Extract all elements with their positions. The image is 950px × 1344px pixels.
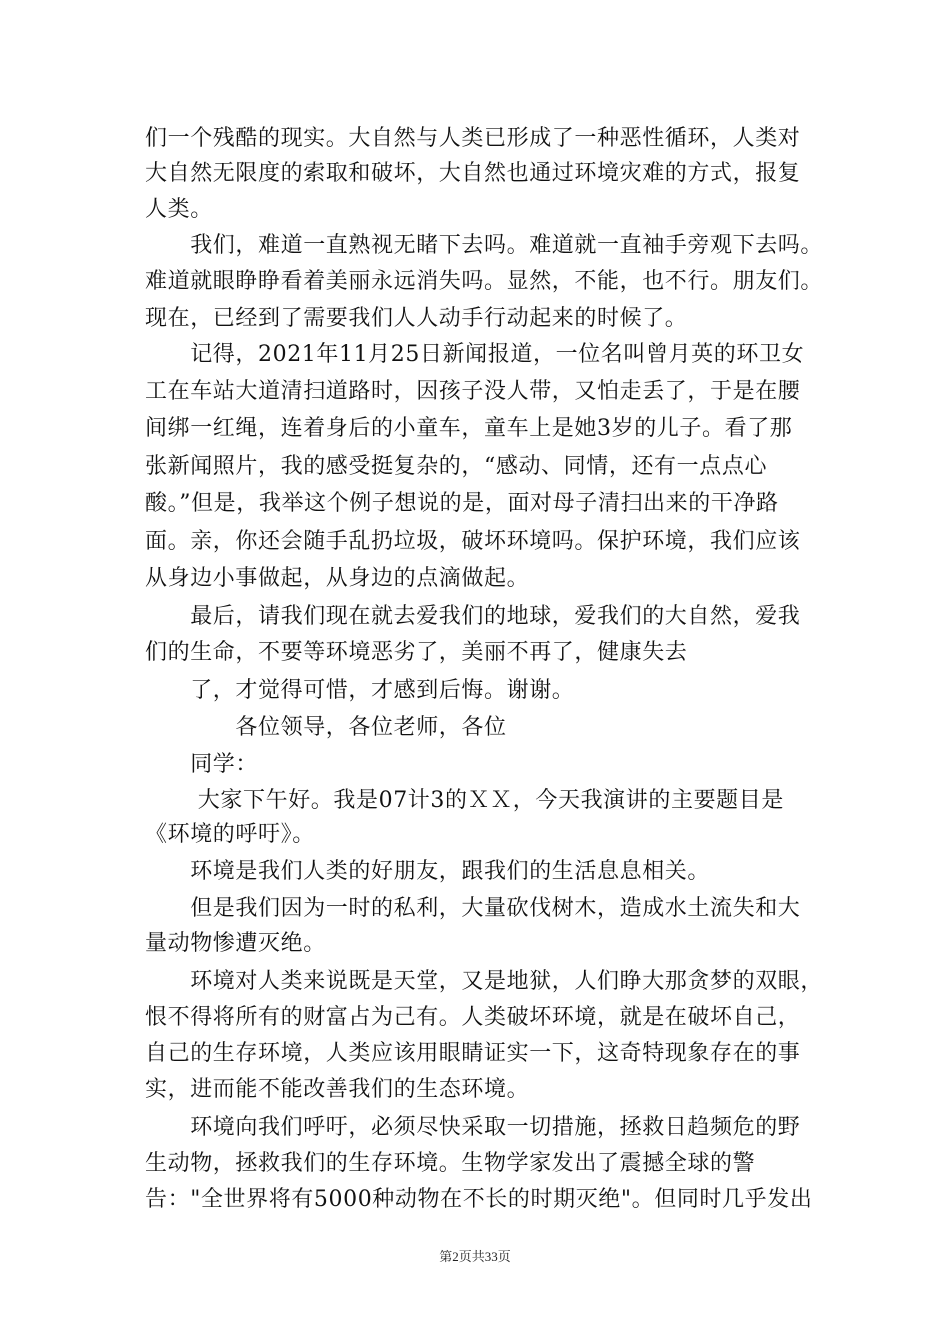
body-line: 面。亲，你还会随手乱扔垃圾，破坏环境吗。保护环境，我们应该 bbox=[145, 529, 801, 554]
footer-prefix: 第 bbox=[439, 1249, 453, 1264]
body-line: 大家下午好。我是07计3的ＸＸ，今天我演讲的主要题目是 bbox=[145, 788, 784, 813]
body-line: 记得，2021年11月25日新闻报道，一位名叫曾月英的环卫女 bbox=[145, 342, 805, 367]
body-line: 酸。”但是，我举这个例子想说的是，面对母子清扫出来的干净路 bbox=[145, 491, 779, 516]
body-line: 量动物惨遭灭绝。 bbox=[145, 931, 326, 956]
body-line: 环境向我们呼吁，必须尽快采取一切措施，拯救日趋频危的野 bbox=[145, 1115, 801, 1140]
body-line: 生动物，拯救我们的生存环境。生物学家发出了震撼全球的警 bbox=[145, 1151, 756, 1176]
body-line: 环境是我们人类的好朋友，跟我们的生活息息相关。 bbox=[145, 859, 711, 884]
body-line: 自己的生存环境，人类应该用眼睛证实一下，这奇特现象存在的事 bbox=[145, 1041, 801, 1066]
body-line: 人类。 bbox=[145, 197, 213, 222]
body-line: 难道就眼睁睁看着美丽永远消失吗。显然，不能，也不行。朋友们。 bbox=[145, 269, 824, 294]
body-line: 同学： bbox=[145, 752, 259, 777]
body-line: 我们，难道一直熟视无睹下去吗。难道就一直袖手旁观下去吗。 bbox=[145, 233, 824, 258]
body-line: 间绑一红绳，连着身后的小童车，童车上是她3岁的儿子。看了那 bbox=[145, 416, 793, 441]
body-line: 恨不得将所有的财富占为己有。人类破坏环境，就是在破坏自己， bbox=[145, 1005, 801, 1030]
total-pages: 33 bbox=[484, 1249, 498, 1264]
body-line: 实，进而能不能改善我们的生态环境。 bbox=[145, 1077, 530, 1102]
body-line: 环境对人类来说既是天堂，又是地狱，人们睁大那贪梦的双眼， bbox=[145, 969, 824, 994]
body-line: 了，才觉得可惜，才感到后悔。谢谢。 bbox=[145, 678, 575, 703]
body-line: 从身边小事做起，从身边的点滴做起。 bbox=[145, 566, 530, 591]
body-line: 各位领导，各位老师，各位 bbox=[145, 715, 507, 740]
body-line: 大自然无限度的索取和破坏，大自然也通过环境灾难的方式，报复 bbox=[145, 161, 801, 186]
footer-middle: 页共 bbox=[458, 1249, 485, 1264]
current-page-number: 2 bbox=[452, 1249, 459, 1264]
body-line: 们一个残酷的现实。大自然与人类已形成了一种恶性循环，人类对 bbox=[145, 126, 801, 151]
body-line: 现在，已经到了需要我们人人动手行动起来的时候了。 bbox=[145, 306, 688, 331]
body-line: 们的生命，不要等环境恶劣了，美丽不再了，健康失去 bbox=[145, 640, 688, 665]
page-footer bbox=[0, 1246, 950, 1265]
footer-suffix: 页 bbox=[497, 1249, 511, 1264]
body-line: 工在车站大道清扫道路时，因孩子没人带，又怕走丢了，于是在腰 bbox=[145, 379, 801, 404]
body-line: 最后，请我们现在就去爱我们的地球，爱我们的大自然，爱我 bbox=[145, 604, 801, 629]
body-line: 告："全世界将有5000种动物在不长的时期灭绝"。但同时几乎发出 bbox=[145, 1187, 813, 1212]
body-line: 《环境的呼吁》。 bbox=[145, 822, 315, 847]
body-line: 张新闻照片，我的感受挺复杂的，“感动、同情，还有一点点心 bbox=[145, 454, 768, 479]
body-line: 但是我们因为一时的私利，大量砍伐树木，造成水土流失和大 bbox=[145, 896, 801, 921]
